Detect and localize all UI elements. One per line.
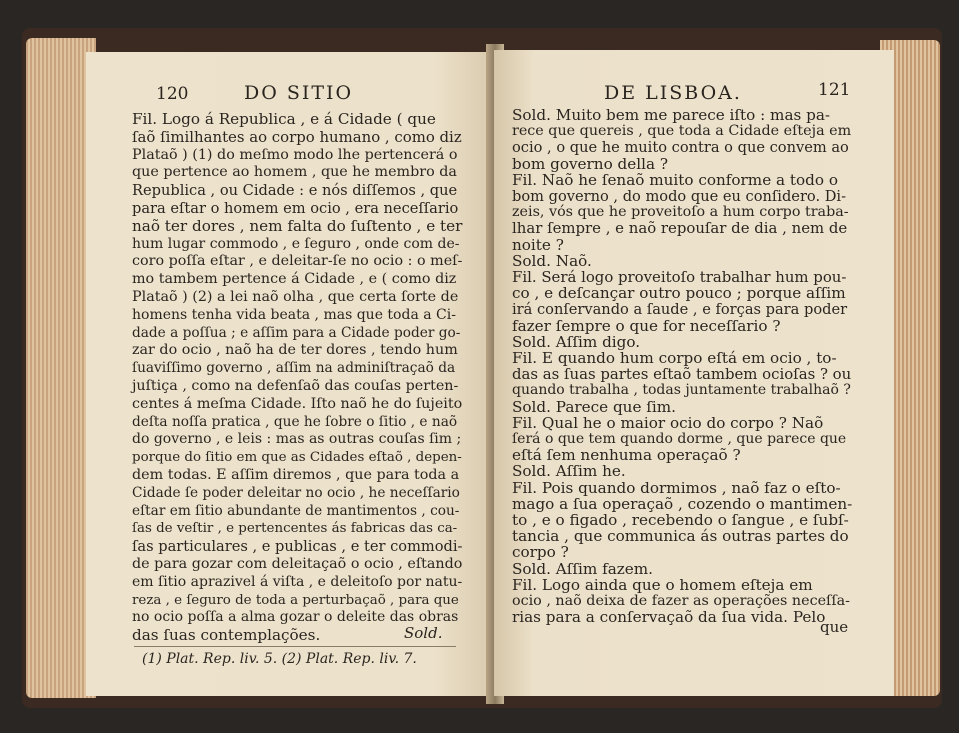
text-line: mo tambem pertence á Cidade , e ( como diz xyxy=(132,271,457,288)
footnote: (1) Plat. Rep. liv. 5. (2) Plat. Rep. liv. 7. xyxy=(142,651,417,667)
text-line: tancia , que communica ás outras partes do xyxy=(512,527,849,546)
text-line: mago a ſua operaçaõ , cozendo o mantimen- xyxy=(512,494,853,513)
text-line: eſtá ſem nenhuma operaçaõ ? xyxy=(512,446,741,465)
text-line: ocio , o que he muito contra o que convem ao xyxy=(512,139,849,157)
text-line: hum lugar commodo , e ſeguro , onde com de- xyxy=(132,235,460,252)
text-line: Fil. Pois quando dormimos , naõ faz o eſto- xyxy=(512,478,841,497)
text-line: Sold. Muito bem me parece iſto : mas pa- xyxy=(512,106,831,124)
catchword: que xyxy=(820,618,849,636)
text-line: Plataõ ) (2) a lei naõ olha , que certa ſorte de xyxy=(132,289,459,305)
text-line: Cidade ſe poder deleitar no ocio , he neceſſario xyxy=(132,484,460,501)
text-line: eſtar em ſitio abundante de mantimentos , cou- xyxy=(132,502,460,519)
text-line: para eſtar o homem em ocio , era neceſſario xyxy=(132,200,459,217)
text-line: Sold. Aſſim fazem. xyxy=(512,559,653,578)
text-line: Sold. Parece que ſim. xyxy=(512,397,676,416)
text-line: lhar ſempre , e naõ repouſar de dia , nem de xyxy=(512,219,848,238)
footnote-rule xyxy=(134,646,456,647)
right-page xyxy=(494,50,894,696)
text-line: fazer ſempre o que for neceſſario ? xyxy=(512,316,781,335)
text-line: coro poſſa eſtar , e deleitar-ſe no ocio : o meſ- xyxy=(132,253,463,270)
text-line: rias para a conſervaçaõ da ſua vida. Pelo xyxy=(512,608,826,627)
text-line: ſerá o que tem quando dorme , que parece que xyxy=(512,431,847,447)
text-line: noite ? xyxy=(512,235,564,254)
text-line: Plataõ ) (1) do meſmo modo lhe pertencerá o xyxy=(132,146,458,163)
text-line: homens tenha vida beata , mas que toda a Ci- xyxy=(132,306,456,323)
text-line: dade a poſſua ; e aſſim para a Cidade poder go- xyxy=(132,324,461,341)
text-line: Fil. Logo ainda que o homem eſteja em xyxy=(512,575,813,594)
text-line: rece que quereis , que toda a Cidade eſteja em xyxy=(512,123,852,140)
text-line: to , e o figado , recebendo o ſangue , e ſubſ- xyxy=(512,511,849,529)
text-line: centes á meſma Cidade. Iſto naõ he do ſujeito xyxy=(132,395,463,412)
text-line: ocio , naõ deixa de fazer as operações neceſſa- xyxy=(512,593,850,609)
text-line: Fil. Será logo proveitoſo trabalhar hum pou- xyxy=(512,268,847,286)
text-line: porque do ſitio em que as Cidades eſtaõ , depen- xyxy=(132,450,462,466)
text-line: das as ſuas partes eſtaõ tambem ocioſas ? ou xyxy=(512,365,852,384)
text-line: bom governo della ? xyxy=(512,154,668,173)
text-line: quando trabalha , todas juntamente trabalhaõ ? xyxy=(512,382,851,399)
text-line: reza , e ſeguro de toda a perturbaçaõ , para que xyxy=(132,592,459,608)
text-line: Sold. Naõ. xyxy=(512,251,592,270)
catchword: Sold. xyxy=(404,624,443,642)
text-line: zeis, vós que he proveitoſo a hum corpo traba- xyxy=(512,204,849,221)
text-line: dem todas. E aſſim diremos , que para toda a xyxy=(132,467,460,483)
text-line: das ſuas contemplações. xyxy=(132,626,321,645)
text-line: Fil. E quando hum corpo eſtá em ocio , to- xyxy=(512,349,837,367)
text-line: deſta noſſa pratica , que he ſobre o ſitio , e naõ xyxy=(132,413,458,430)
left-page xyxy=(86,52,496,696)
text-line: Fil. Logo á Republica , e á Cidade ( que xyxy=(132,110,436,128)
text-line: bom governo , do modo que eu conſidero. Di- xyxy=(512,188,847,205)
text-line: em ſitio aprazivel á viſta , e deleitoſo por natu- xyxy=(132,573,463,590)
text-line: co , e deſcançar outro pouco ; porque aſſim xyxy=(512,284,846,303)
page-number: 120 xyxy=(156,84,189,104)
text-line: Sold. Aſſim digo. xyxy=(512,332,641,351)
text-line: Fil. Qual he o maior ocio do corpo ? Naõ xyxy=(512,413,824,432)
text-line: Sold. Aſſim he. xyxy=(512,462,626,481)
running-head: DO SITIO xyxy=(244,82,354,104)
text-line: ſuaviſſimo governo , aſſim na adminiſtraçaõ da xyxy=(132,360,456,377)
text-line: irá conſervando a ſaude , e forças para poder xyxy=(512,301,848,319)
text-line: juſtiça , como na defenſaõ das couſas perten- xyxy=(132,378,459,394)
text-line: naõ ter dores , nem falta do ſuſtento , e ter xyxy=(132,216,463,235)
text-line: Republica , ou Cidade : e nós diſſemos , que xyxy=(132,182,458,200)
text-line: do governo , e leis : mas as outras couſas ſim ; xyxy=(132,431,462,448)
text-line: ſas particulares , e publicas , e ter commodi- xyxy=(132,538,463,556)
text-line: corpo ? xyxy=(512,543,569,562)
text-line: que pertence ao homem , que he membro da xyxy=(132,164,457,181)
text-line: no ocio poſſa a alma gozar o deleite das obras xyxy=(132,609,459,626)
page-number: 121 xyxy=(818,80,851,100)
text-line: Fil. Naõ he ſenaõ muito conforme a todo o xyxy=(512,170,838,189)
text-line: ſas de veſtir , e pertencentes ás fabricas das ca- xyxy=(132,521,458,537)
text-line: de para gozar com deleitaçaõ o ocio , eſtando xyxy=(132,556,463,572)
running-head: DE LISBOA. xyxy=(604,82,742,104)
text-line: ſaõ ſimilhantes ao corpo humano , como diz xyxy=(132,127,462,146)
text-line: zar do ocio , naõ ha de ter dores , tendo hum xyxy=(132,342,458,359)
